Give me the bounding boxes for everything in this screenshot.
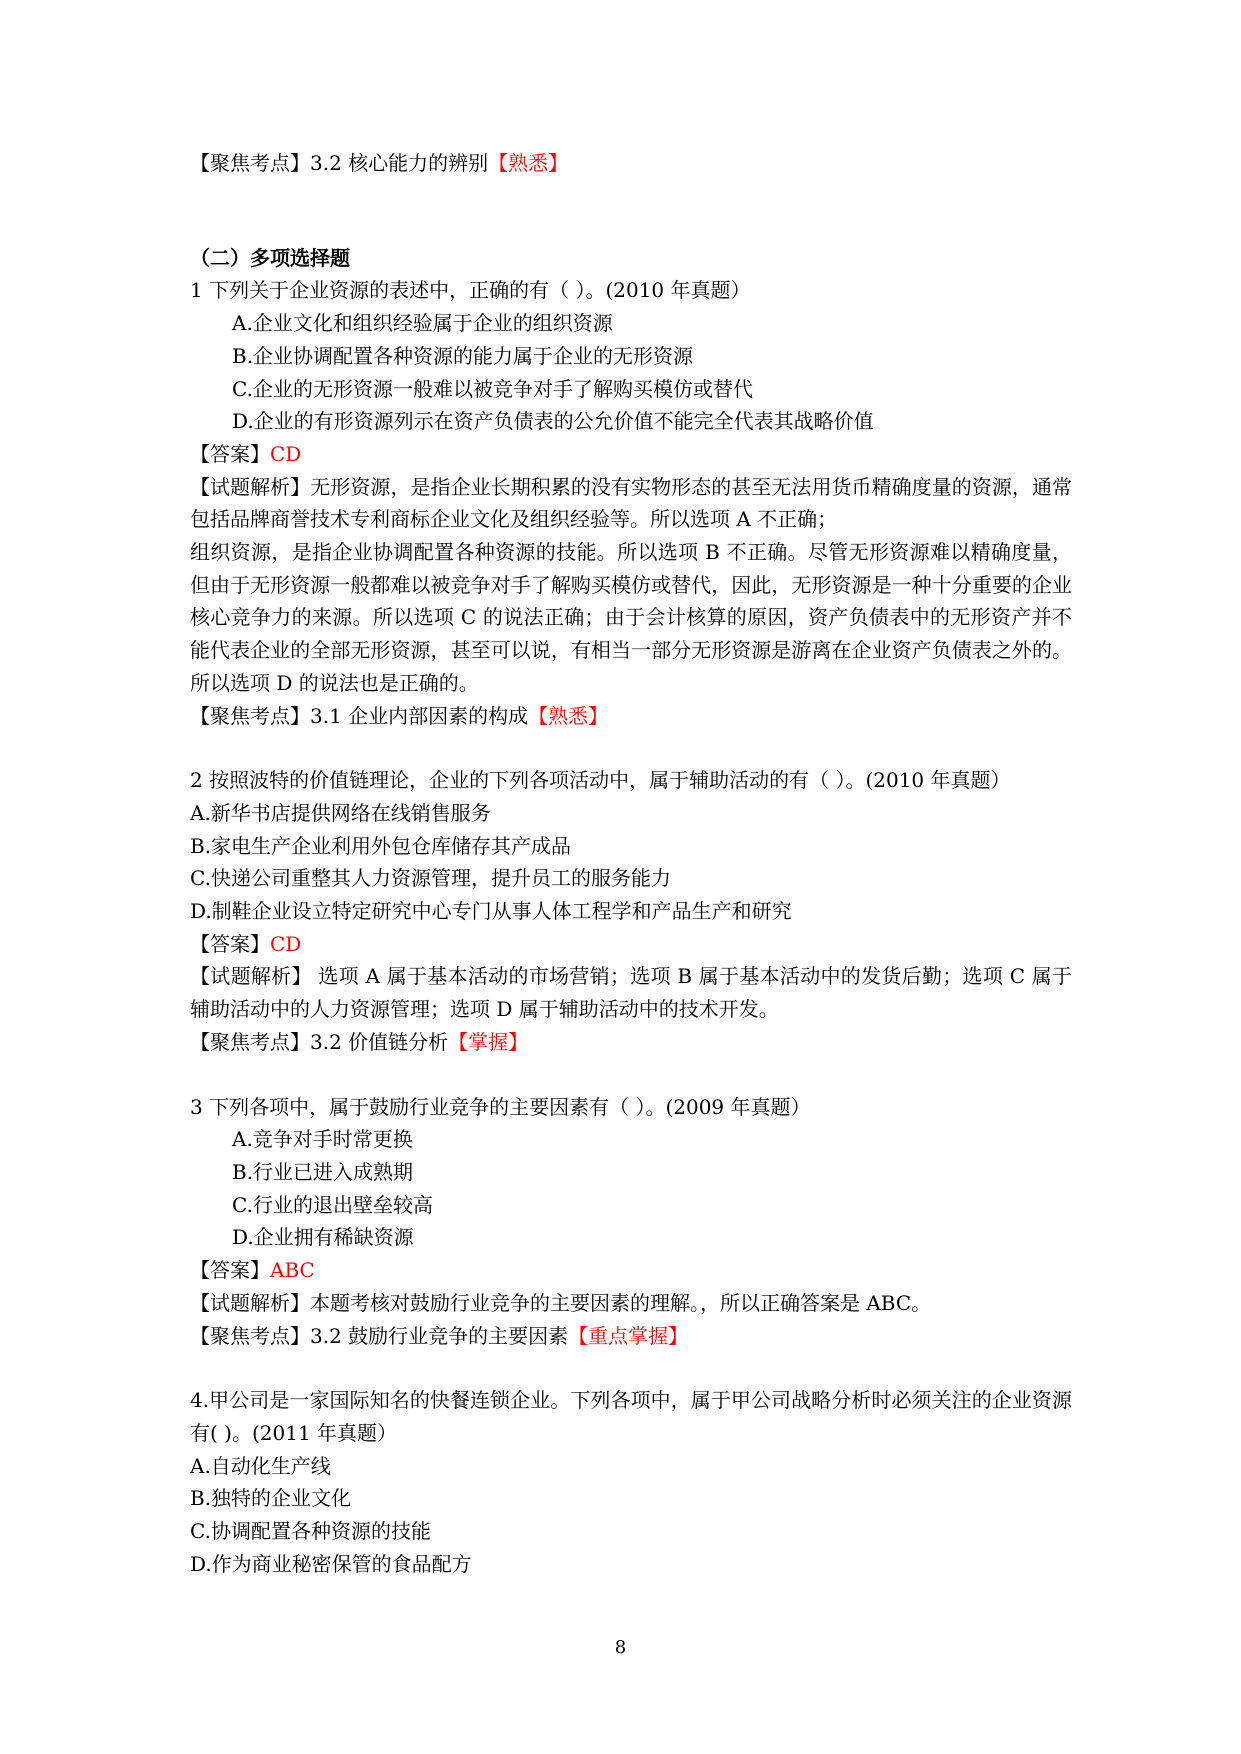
question-4: 4.甲公司是一家国际知名的快餐连锁企业。下列各项中，属于甲公司战略分析时必须关注的企业资源有( )。(2011 年真题） — [190, 1388, 1072, 1445]
option-b: B.行业已进入成熟期 — [232, 1159, 414, 1184]
document-page — [190, 147, 1072, 1580]
answer-value: CD — [270, 931, 302, 956]
analysis-paragraph-2: 组织资源，是指企业协调配置各种资源的技能。所以选项 B 不正确。尽管无形资源难以精确度量，但由于无形资源一般都难以被竞争对手了解购买模仿或替代，因此，无形资源是一种十分重要的企业核心竞争力的来源。所以选项 C 的说法正确；由于会计核算的原因，资产负债表中的无形资产并不能代表企业的全部无形资源，甚至可以说，有相当一部分无形资源是游离在企业资产负债表之外的。所以选项 D 的说法也是正确的。 — [190, 540, 1072, 695]
answer-label: 【答案】 — [190, 441, 270, 466]
option-b: B.企业协调配置各种资源的能力属于企业的无形资源 — [232, 343, 694, 368]
page-number: 8 — [614, 1637, 627, 1658]
answer-label: 【答案】 — [190, 1258, 270, 1283]
answer-line — [190, 438, 1072, 471]
section-title: （二）多项选择题 — [190, 245, 350, 270]
focus-level: 【熟悉】 — [528, 703, 609, 728]
option-c: C.企业的无形资源一般难以被竞争对手了解购买模仿或替代 — [232, 376, 753, 401]
focus-label: 【聚焦考点】 — [190, 1323, 310, 1348]
answer-line — [190, 928, 1072, 961]
option-c: C.快递公司重整其人力资源管理，提升员工的服务能力 — [190, 866, 671, 891]
answer-label: 【答案】 — [190, 931, 270, 956]
question-2: 2 按照波特的价值链理论，企业的下列各项活动中，属于辅助活动的有（ ）。(2010 年真题） — [190, 768, 1011, 793]
option-a: A.自动化生产线 — [190, 1453, 331, 1478]
focus-line — [190, 1026, 1072, 1059]
option-b: B.家电生产企业利用外包仓库储存其产成品 — [190, 833, 572, 858]
focus-level: 【熟悉】 — [488, 151, 569, 175]
option-a: A.竞争对手时常更换 — [232, 1127, 413, 1152]
focus-line — [190, 1320, 1072, 1353]
analysis-text: 本题考核对鼓励行业竞争的主要因素的理解。，所以正确答案是 ABC。 — [310, 1290, 932, 1315]
focus-label: 【聚焦考点】 — [190, 151, 310, 175]
focus-text: 3.2 价值链分析 — [310, 1029, 449, 1054]
analysis-label: 【试题解析】 — [190, 1290, 310, 1315]
option-a: A.企业文化和组织经验属于企业的组织资源 — [232, 311, 613, 336]
focus-text: 3.1 企业内部因素的构成 — [310, 703, 529, 728]
analysis-label: 【试题解析】 — [190, 964, 312, 989]
focus-line — [190, 147, 1072, 180]
option-d: D.企业的有形资源列示在资产负债表的公允价值不能完全代表其战略价值 — [232, 409, 874, 434]
option-d: D.作为商业秘密保管的食品配方 — [190, 1551, 472, 1576]
question-1: 1 下列关于企业资源的表述中，正确的有（ ）。(2010 年真题） — [190, 278, 751, 303]
question-3: 3 下列各项中，属于鼓励行业竞争的主要因素有（ ）。(2009 年真题） — [190, 1094, 811, 1119]
analysis-paragraph-1 — [190, 471, 1072, 536]
analysis-text: 无形资源，是指企业长期积累的没有实物形态的甚至无法用货币精确度量的资源，通常包括品牌商誉技术专利商标企业文化及组织经验等。所以选项 A 不正确； — [190, 474, 1073, 532]
answer-value: CD — [270, 441, 302, 466]
option-d: D.企业拥有稀缺资源 — [232, 1225, 414, 1250]
analysis-paragraph — [190, 1287, 1072, 1320]
focus-label: 【聚焦考点】 — [190, 703, 310, 728]
analysis-paragraph — [190, 960, 1072, 1025]
focus-level: 【重点掌握】 — [568, 1323, 689, 1348]
focus-text: 3.2 鼓励行业竞争的主要因素 — [310, 1323, 569, 1348]
analysis-label: 【试题解析】 — [190, 474, 311, 499]
answer-value: ABC — [270, 1258, 315, 1283]
analysis-text: 选项 A 属于基本活动的市场营销；选项 B 属于基本活动中的发货后勤；选项 C 属于辅助活动中的人力资源管理；选项 D 属于辅助活动中的技术开发。 — [190, 964, 1073, 1022]
option-c: C.协调配置各种资源的技能 — [190, 1519, 431, 1544]
option-b: B.独特的企业文化 — [190, 1486, 352, 1511]
option-c: C.行业的退出壁垒较高 — [232, 1192, 433, 1217]
focus-text: 3.2 核心能力的辨别 — [310, 151, 489, 175]
answer-line — [190, 1254, 1072, 1287]
option-a: A.新华书店提供网络在线销售服务 — [190, 800, 491, 825]
option-d: D.制鞋企业设立特定研究中心专门从事人体工程学和产品生产和研究 — [190, 899, 792, 924]
focus-label: 【聚焦考点】 — [190, 1029, 310, 1054]
focus-level: 【掌握】 — [448, 1029, 529, 1054]
focus-line — [190, 700, 1072, 733]
